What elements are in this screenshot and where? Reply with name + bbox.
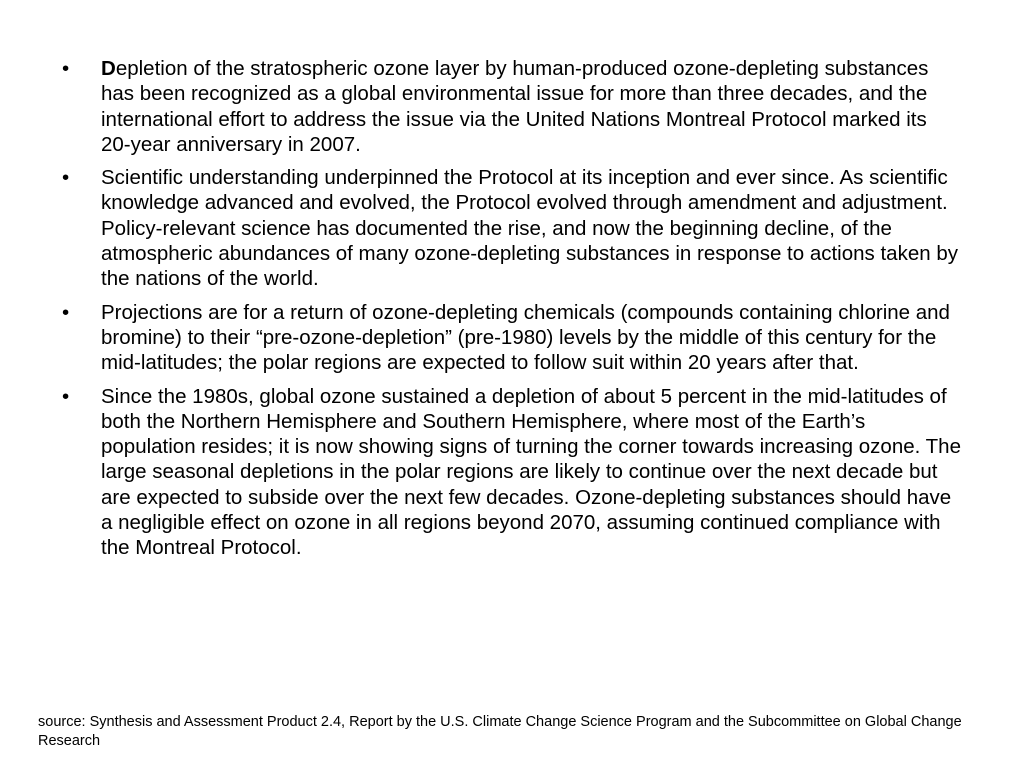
bullet-text: Projections are for a return of ozone-depleting chemicals (compounds containing chlorine and bromine) to their “pre-ozone-depletion” (pre-1980) levels by the middle of this century for the mid-latitudes; the polar regions are expected to follow suit within 20 years after that. (101, 300, 950, 375)
bullet-text: epletion of the stratospheric ozone layer by human-produced ozone-depleting substances has been recognized as a global environmental issue for more than three decades, and the international effort to address the issue via the United Nations Montreal Protocol marked its 20-year anniversary in 2007. (101, 57, 929, 156)
bullet-lead-letter: D (101, 57, 116, 80)
bullet-marker: • (62, 300, 70, 324)
bullet-marker: • (62, 384, 70, 408)
bullet-text: Scientific understanding underpinned the Protocol at its inception and ever since. As scientific knowledge advanced and evolved, the Protocol evolved through amendment and adjustment. Policy-relevant science has documented the rise, and now the beginning decline, of the atmospheric abundances of many ozone-depleting substances in response to actions taken by the nations of the world. (101, 166, 958, 291)
bullet-item-3 (62, 300, 962, 376)
source-citation: source: Synthesis and Assessment Product 2.4, Report by the U.S. Climate Change Science Program and the Subcommittee on Global Change Research (38, 714, 962, 749)
bullet-item-1 (62, 56, 962, 157)
bullet-marker: • (62, 166, 70, 190)
bullet-list (62, 56, 962, 569)
bullet-text: Since the 1980s, global ozone sustained a depletion of about 5 percent in the mid-latitudes of both the Northern Hemisphere and Southern Hemisphere, where most of the Earth’s population resides; it is now showing signs of turning the corner towards increasing ozone. The large seasonal depletions in the polar regions are likely to continue over the next decade but are expected to subside over the next few decades. Ozone-depleting substances should have a negligible effect on ozone in all regions beyond 2070, assuming continued compliance with the Montreal Protocol. (101, 384, 961, 560)
bullet-item-4 (62, 384, 962, 561)
bullet-marker: • (62, 57, 70, 80)
bullet-item-2 (62, 165, 962, 291)
